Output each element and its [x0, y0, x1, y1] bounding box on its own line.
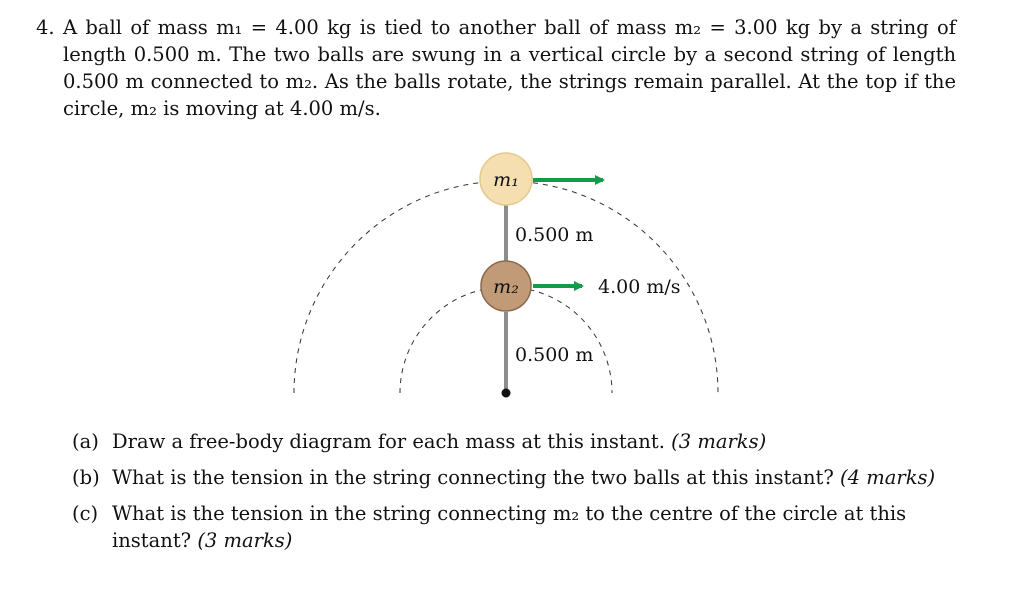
- circle-centre-point: [502, 389, 511, 398]
- part-a: [72, 428, 972, 455]
- part-c-marks: (3 marks): [197, 529, 293, 552]
- upper-length-label: 0.500 m: [515, 224, 594, 246]
- part-c: [72, 500, 972, 554]
- part-b-label: (b): [72, 466, 100, 489]
- question-parts: [72, 428, 972, 563]
- problem-text: A ball of mass m₁ = 4.00 kg is tied to another ball of mass m₂ = 3.00 kg by a string of length 0.500 m. The two balls are swung in a vertical circle by a second string of length 0.500 m connected to m₂. As the balls rotate, the strings remain parallel. At the top if the circle, m₂ is moving at 4.00 m/s.: [63, 16, 956, 120]
- part-b-text: What is the tension in the string connecting the two balls at this instant?: [112, 466, 834, 489]
- part-a-text: Draw a free-body diagram for each mass at this instant.: [112, 430, 665, 453]
- part-b: [72, 464, 972, 491]
- ball-m2-label: m₂: [493, 276, 519, 298]
- problem-number: 4.: [36, 16, 55, 39]
- lower-length-label: 0.500 m: [515, 344, 594, 366]
- part-a-label: (a): [72, 430, 99, 453]
- part-b-marks: (4 marks): [840, 466, 936, 489]
- part-c-text: What is the tension in the string connecting m₂ to the centre of the circle at this instant?: [112, 502, 907, 552]
- part-a-marks: (3 marks): [671, 430, 767, 453]
- speed-label: 4.00 m/s: [598, 276, 681, 298]
- part-c-label: (c): [72, 502, 99, 525]
- ball-m1-label: m₁: [493, 169, 519, 191]
